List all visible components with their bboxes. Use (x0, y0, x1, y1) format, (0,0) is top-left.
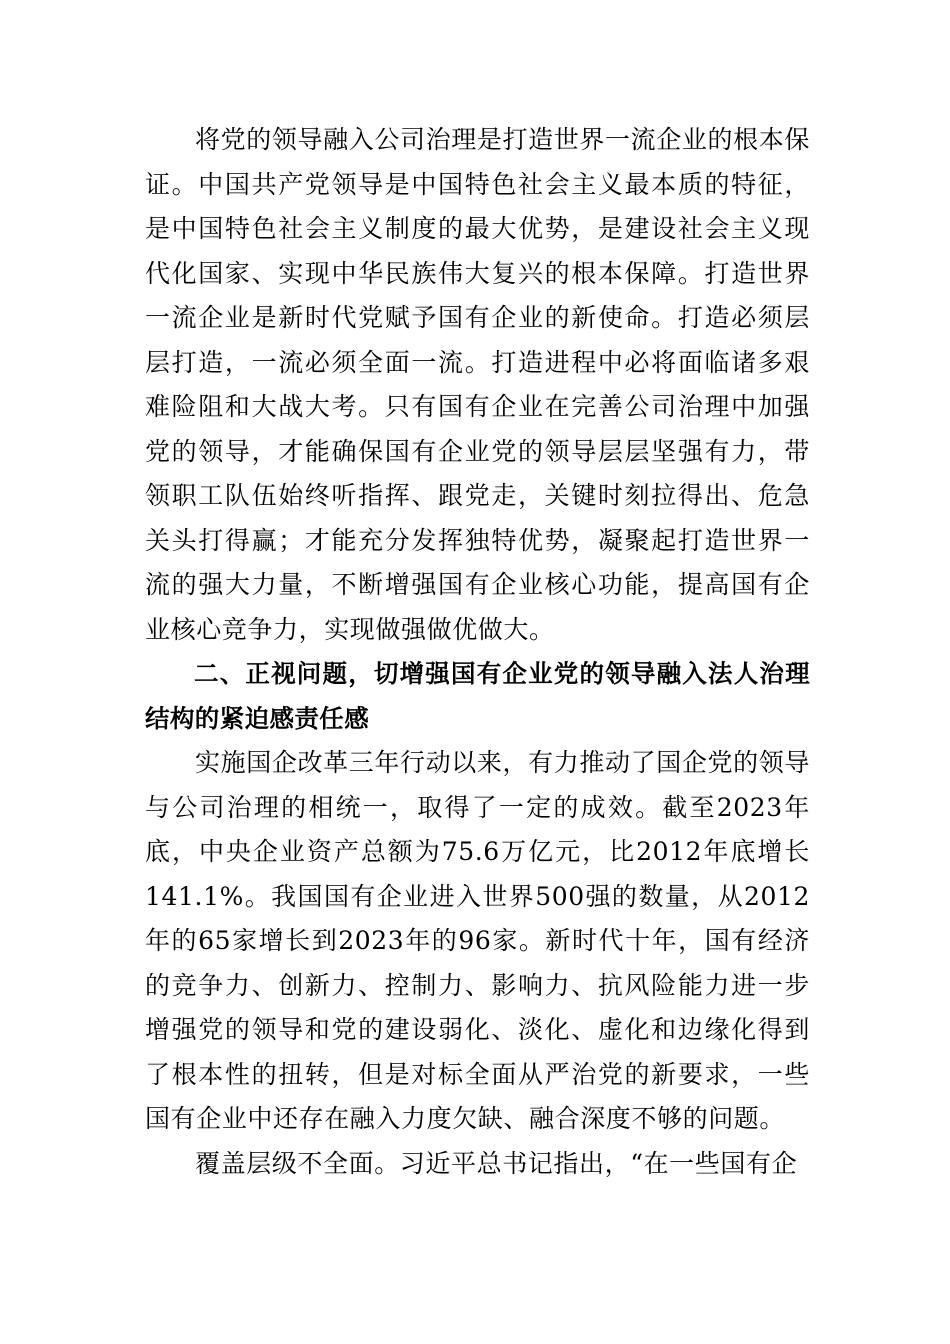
paragraph-reform-achievements: 实施国企改革三年行动以来，有力推动了国企党的领导与公司治理的相统一，取得了一定的成效。截至2023年底，中央企业资产总额为75.6万亿元，比2012年底增长141.1%。我国国有企业进入世界500强的数量，从2012年的65家增长到2023年的96家。新时代十年，国有经济的竞争力、创新力、控制力、影响力、抗风险能力进一步增强党的领导和党的建设弱化、淡化、虚化和边缘化得到了根本性的扭转，但是对标全面从严治党的新要求，一些国有企业中还存在融入力度欠缺、融合深度不够的问题。 (145, 748, 810, 1133)
section-heading-2: 二、正视问题，切增强国有企业党的领导融入法人治理结构的紧迫感责任感 (145, 659, 810, 733)
paragraph-coverage-levels: 覆盖层级不全面。习近平总书记指出，“在一些国有企 (195, 1148, 798, 1178)
document-body (145, 118, 810, 1186)
paragraph-party-leadership-governance: 将党的领导融入公司治理是打造世界一流企业的根本保证。中国共产党领导是中国特色社会主义最本质的特征，是中国特色社会主义制度的最大优势，是建设社会主义现代化国家、实现中华民族伟大复兴的根本保障。打造世界一流企业是新时代党赋予国有企业的新使命。打造必须层层打造，一流必须全面一流。打造进程中必将面临诸多艰难险阻和大战大考。只有国有企业在完善公司治理中加强党的领导，才能确保国有企业党的领导层层坚强有力，带领职工队伍始终听指挥、跟党走，关键时刻拉得出、危急关头打得赢；才能充分发挥独特优势，凝聚起打造世界一流的强大力量，不断增强国有企业核心功能，提高国有企业核心竞争力，实现做强做优做大。 (145, 125, 810, 644)
